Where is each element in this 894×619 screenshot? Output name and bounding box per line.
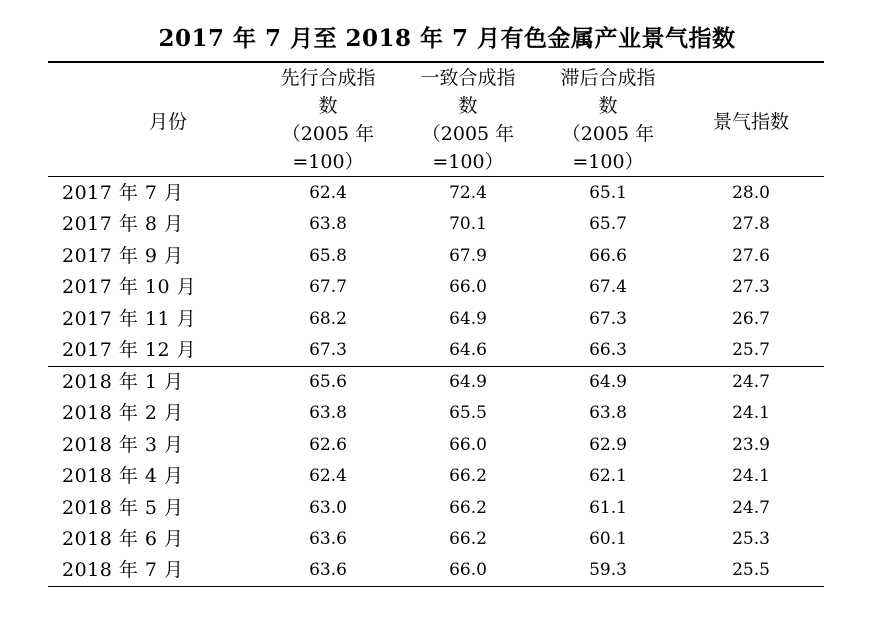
table-row bbox=[48, 335, 824, 366]
prosperity-cell: 28.0 bbox=[732, 183, 770, 203]
coincident-cell: 66.0 bbox=[449, 560, 487, 581]
leading-cell: 65.6 bbox=[309, 372, 347, 392]
lagging-cell: 66.3 bbox=[589, 339, 627, 360]
table-row bbox=[48, 272, 824, 303]
coincident-cell: 67.9 bbox=[449, 245, 487, 266]
header-coincident-index bbox=[398, 64, 538, 176]
coincident-cell: 66.2 bbox=[449, 466, 487, 487]
lagging-cell: 59.3 bbox=[589, 560, 627, 581]
table-title: 2017 年 7 月至 2018 年 7 月有色金属产业景气指数 bbox=[158, 25, 736, 52]
table-body-2018 bbox=[48, 367, 824, 587]
leading-cell: 63.0 bbox=[309, 497, 347, 518]
header-leading-line: 先行合成指 bbox=[280, 67, 376, 89]
lagging-cell: 63.8 bbox=[589, 403, 627, 424]
leading-cell: 62.4 bbox=[309, 466, 347, 487]
table-row bbox=[48, 398, 824, 429]
month-cell: 2018 年 1 月 bbox=[62, 371, 184, 393]
header-month bbox=[73, 64, 263, 176]
lagging-cell: 61.1 bbox=[589, 497, 627, 518]
month-cell: 2018 年 5 月 bbox=[62, 496, 184, 519]
prosperity-cell: 23.9 bbox=[732, 434, 770, 455]
month-cell: 2017 年 10 月 bbox=[62, 276, 197, 299]
month-cell: 2017 年 8 月 bbox=[62, 213, 184, 236]
header-lagging-index bbox=[538, 64, 678, 176]
prosperity-cell: 24.1 bbox=[732, 466, 770, 487]
leading-cell: 62.4 bbox=[309, 183, 347, 203]
lagging-cell: 62.1 bbox=[589, 466, 627, 487]
coincident-cell: 70.1 bbox=[449, 214, 487, 235]
header-coincident-line: （2005 年 bbox=[421, 123, 515, 145]
leading-cell: 63.8 bbox=[309, 214, 347, 235]
lagging-cell: 65.1 bbox=[589, 183, 627, 203]
leading-cell: 67.3 bbox=[309, 339, 347, 360]
table-row bbox=[48, 178, 824, 209]
coincident-cell: 64.6 bbox=[449, 339, 487, 360]
prosperity-cell: 25.5 bbox=[732, 560, 770, 581]
header-coincident-line: 一致合成指 bbox=[420, 67, 516, 89]
table-row bbox=[48, 209, 824, 240]
coincident-cell: 64.9 bbox=[449, 372, 487, 392]
coincident-cell: 66.2 bbox=[449, 497, 487, 518]
table-header-rule bbox=[48, 176, 824, 177]
header-lagging-line: （2005 年 bbox=[561, 123, 655, 145]
month-cell: 2018 年 4 月 bbox=[62, 465, 184, 488]
lagging-cell: 60.1 bbox=[589, 528, 627, 549]
leading-cell: 65.8 bbox=[309, 245, 347, 266]
table-row bbox=[48, 461, 824, 492]
leading-cell: 67.7 bbox=[309, 277, 347, 298]
prosperity-cell: 27.6 bbox=[732, 245, 770, 266]
month-cell: 2017 年 9 月 bbox=[62, 244, 184, 267]
table-row bbox=[48, 367, 824, 398]
coincident-cell: 64.9 bbox=[449, 308, 487, 329]
header-leading-line: 数 bbox=[318, 95, 338, 117]
prosperity-cell: 26.7 bbox=[732, 308, 770, 329]
prosperity-cell: 25.7 bbox=[732, 339, 770, 360]
month-cell: 2017 年 7 月 bbox=[62, 182, 184, 204]
prosperity-cell: 24.7 bbox=[732, 497, 770, 518]
leading-cell: 63.6 bbox=[309, 560, 347, 581]
table-row bbox=[48, 430, 824, 461]
month-cell: 2017 年 11 月 bbox=[62, 307, 197, 330]
lagging-cell: 62.9 bbox=[589, 434, 627, 455]
coincident-cell: 65.5 bbox=[449, 403, 487, 424]
leading-cell: 63.8 bbox=[309, 403, 347, 424]
header-lagging-line: 数 bbox=[598, 95, 618, 117]
coincident-cell: 66.0 bbox=[449, 277, 487, 298]
table-row bbox=[48, 524, 824, 555]
header-coincident-line: 数 bbox=[458, 95, 478, 117]
lagging-cell: 66.6 bbox=[589, 245, 627, 266]
table-row bbox=[48, 555, 824, 586]
month-cell: 2018 年 6 月 bbox=[62, 527, 184, 550]
header-prosperity-index bbox=[678, 64, 824, 176]
leading-cell: 63.6 bbox=[309, 528, 347, 549]
month-cell: 2018 年 7 月 bbox=[62, 559, 184, 582]
header-coincident-line: =100） bbox=[432, 151, 504, 173]
prosperity-cell: 27.3 bbox=[732, 277, 770, 298]
header-lagging-line: =100） bbox=[572, 151, 644, 173]
lagging-cell: 64.9 bbox=[589, 372, 627, 392]
coincident-cell: 66.0 bbox=[449, 434, 487, 455]
table-header bbox=[48, 64, 824, 176]
month-cell: 2018 年 2 月 bbox=[62, 402, 184, 425]
table-row bbox=[48, 493, 824, 524]
prosperity-cell: 25.3 bbox=[732, 528, 770, 549]
leading-cell: 62.6 bbox=[309, 434, 347, 455]
prosperity-cell: 27.8 bbox=[732, 214, 770, 235]
lagging-cell: 67.4 bbox=[589, 277, 627, 298]
header-month-label: 月份 bbox=[148, 110, 187, 133]
table-row bbox=[48, 304, 824, 335]
table-row bbox=[48, 241, 824, 272]
header-leading-line: （2005 年 bbox=[281, 123, 375, 145]
coincident-cell: 66.2 bbox=[449, 528, 487, 549]
header-lagging-line: 滞后合成指 bbox=[560, 67, 656, 89]
coincident-cell: 72.4 bbox=[449, 183, 487, 203]
prosperity-cell: 24.7 bbox=[732, 372, 770, 392]
table-top-rule bbox=[48, 61, 824, 63]
lagging-cell: 65.7 bbox=[589, 214, 627, 235]
header-leading-line: =100） bbox=[292, 151, 364, 173]
table-body-2017 bbox=[48, 178, 824, 366]
prosperity-cell: 24.1 bbox=[732, 403, 770, 424]
month-cell: 2017 年 12 月 bbox=[62, 338, 197, 361]
table-bottom-rule bbox=[48, 586, 824, 587]
header-prosperity-label: 景气指数 bbox=[712, 110, 789, 133]
header-leading-index bbox=[258, 64, 398, 176]
lagging-cell: 67.3 bbox=[589, 308, 627, 329]
month-cell: 2018 年 3 月 bbox=[62, 433, 184, 456]
leading-cell: 68.2 bbox=[309, 308, 347, 329]
